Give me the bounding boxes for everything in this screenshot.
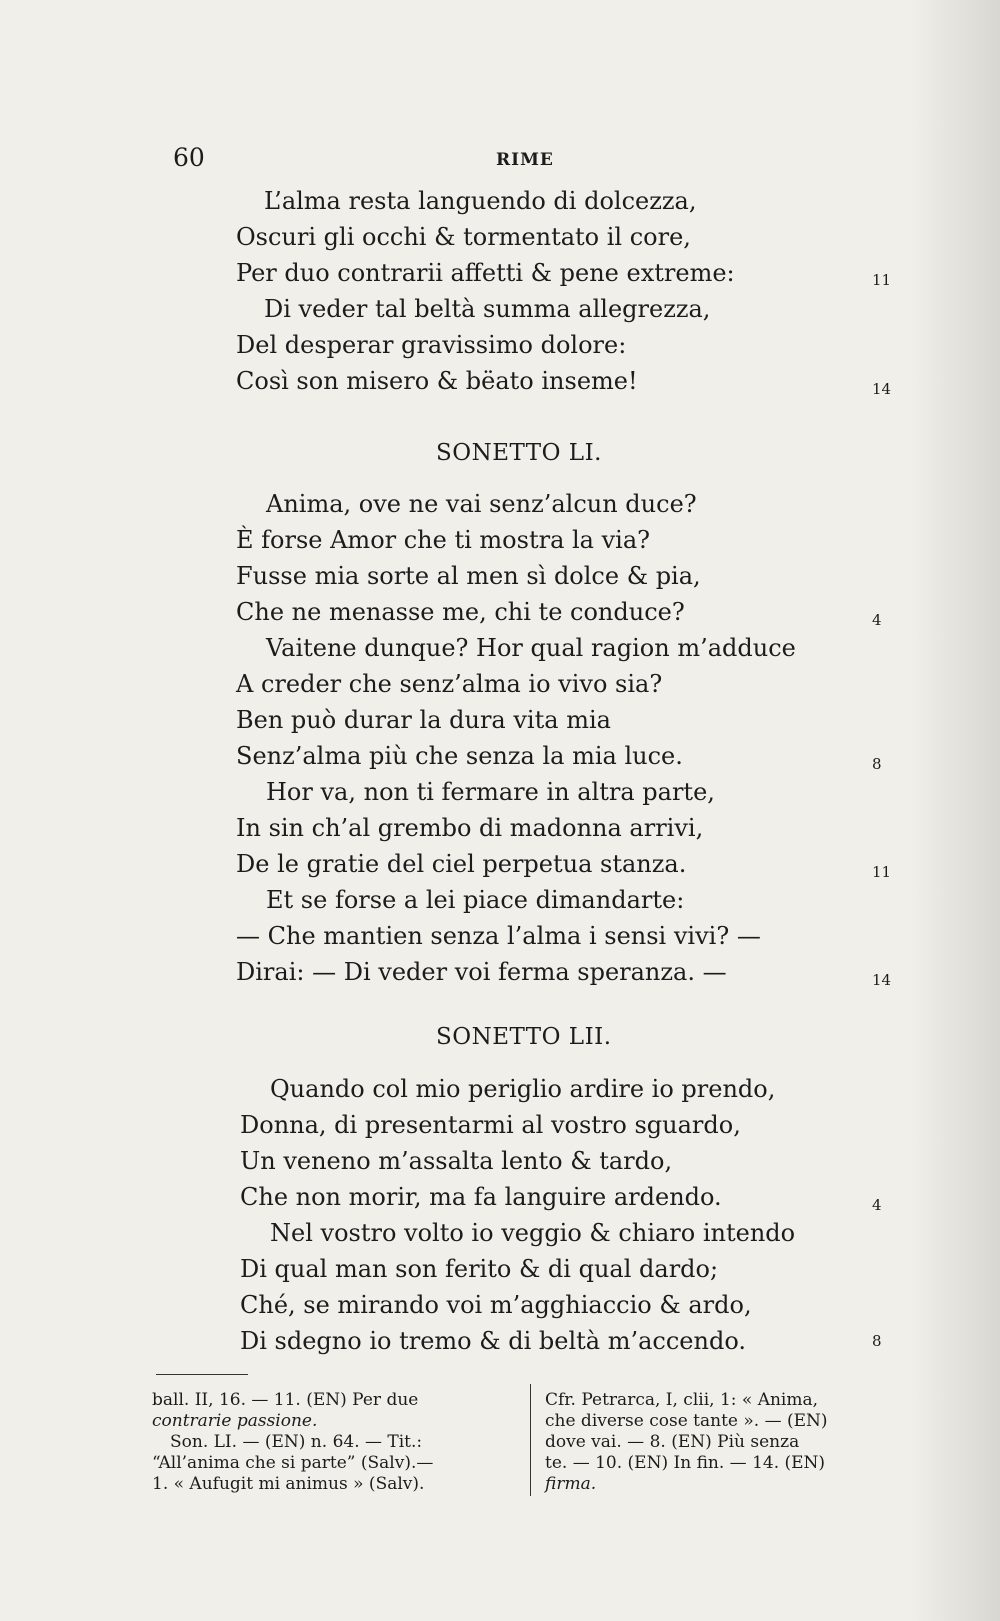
running-title: RIME [496, 150, 554, 170]
line-number: 14 [872, 971, 892, 989]
verse-line: Di sdegno io tremo & di beltà m’accendo. [240, 1327, 746, 1355]
verse-line: Così son misero & bëato inseme! [236, 367, 638, 395]
footnote-line: firma. [545, 1474, 597, 1494]
footnote-line: contrarie passione. [152, 1411, 318, 1431]
verse-line: Di veder tal beltà summa allegrezza, [264, 295, 711, 323]
verse-line: Hor va, non ti fermare in altra parte, [266, 778, 715, 806]
verse-line: Di qual man son ferito & di qual dardo; [240, 1255, 719, 1283]
sonnet-title: SONETTO LII. [436, 1024, 612, 1050]
verse-line: — Che mantien senza l’alma i sensi vivi? — [236, 922, 761, 950]
line-number: 11 [872, 271, 892, 289]
verse-line: De le gratie del ciel perpetua stanza. [236, 850, 687, 878]
line-number: 8 [872, 1332, 882, 1350]
footnote-line: “All’anima che si parte” (Salv).— [152, 1453, 434, 1473]
verse-line: Ché, se mirando voi m’agghiaccio & ardo, [240, 1291, 752, 1319]
verse-line: Che ne menasse me, chi te conduce? [236, 598, 685, 626]
footnote-column-divider [530, 1384, 531, 1496]
page-number: 60 [173, 143, 205, 172]
line-number: 8 [872, 755, 882, 773]
verse-line: Ben può durar la dura vita mia [236, 706, 611, 734]
verse-line: Nel vostro volto io veggio & chiaro intendo [270, 1219, 796, 1247]
line-number: 4 [872, 1196, 882, 1214]
verse-line: A creder che senz’alma io vivo sia? [236, 670, 663, 698]
footnote-line: che diverse cose tante ». — (EN) [545, 1411, 828, 1431]
verse-line: Dirai: — Di veder voi ferma speranza. — [236, 958, 727, 986]
verse-line: L’alma resta languendo di dolcezza, [264, 187, 697, 215]
verse-line: Che non morir, ma fa languire ardendo. [240, 1183, 722, 1211]
footnote-rule [156, 1374, 248, 1375]
verse-line: Fusse mia sorte al men sì dolce & pia, [236, 562, 701, 590]
verse-line: Per duo contrarii affetti & pene extreme: [236, 259, 735, 287]
verse-line: Vaitene dunque? Hor qual ragion m’adduce [266, 634, 796, 662]
verse-line: In sin ch’al grembo di madonna arrivi, [236, 814, 704, 842]
line-number: 11 [872, 863, 892, 881]
verse-line: Anima, ove ne vai senz’alcun duce? [266, 490, 697, 518]
footnote-line: te. — 10. (EN) In fin. — 14. (EN) [545, 1453, 826, 1473]
verse-line: Et se forse a lei piace dimandarte: [266, 886, 685, 914]
verse-line: È forse Amor che ti mostra la via? [236, 526, 651, 554]
line-number: 14 [872, 380, 892, 398]
sonnet-title: SONETTO LI. [436, 440, 602, 466]
gutter-shadow [910, 0, 1000, 1621]
line-number: 4 [872, 611, 882, 629]
verse-line: Quando col mio periglio ardire io prendo, [270, 1075, 776, 1103]
footnote-line: 1. « Aufugit mi animus » (Salv). [152, 1474, 425, 1494]
footnote-line: Son. LI. — (EN) n. 64. — Tit.: [170, 1432, 423, 1452]
footnote-line: dove vai. — 8. (EN) Più senza [545, 1432, 800, 1452]
footnote-line: Cfr. Petrarca, I, clii, 1: « Anima, [545, 1390, 819, 1410]
verse-line: Un veneno m’assalta lento & tardo, [240, 1147, 673, 1175]
verse-line: Donna, di presentarmi al vostro sguardo, [240, 1111, 741, 1139]
verse-line: Oscuri gli occhi & tormentato il core, [236, 223, 691, 251]
verse-line: Del desperar gravissimo dolore: [236, 331, 627, 359]
footnote-line: ball. II, 16. — 11. (EN) Per due [152, 1390, 419, 1410]
verse-line: Senz’alma più che senza la mia luce. [236, 742, 683, 770]
